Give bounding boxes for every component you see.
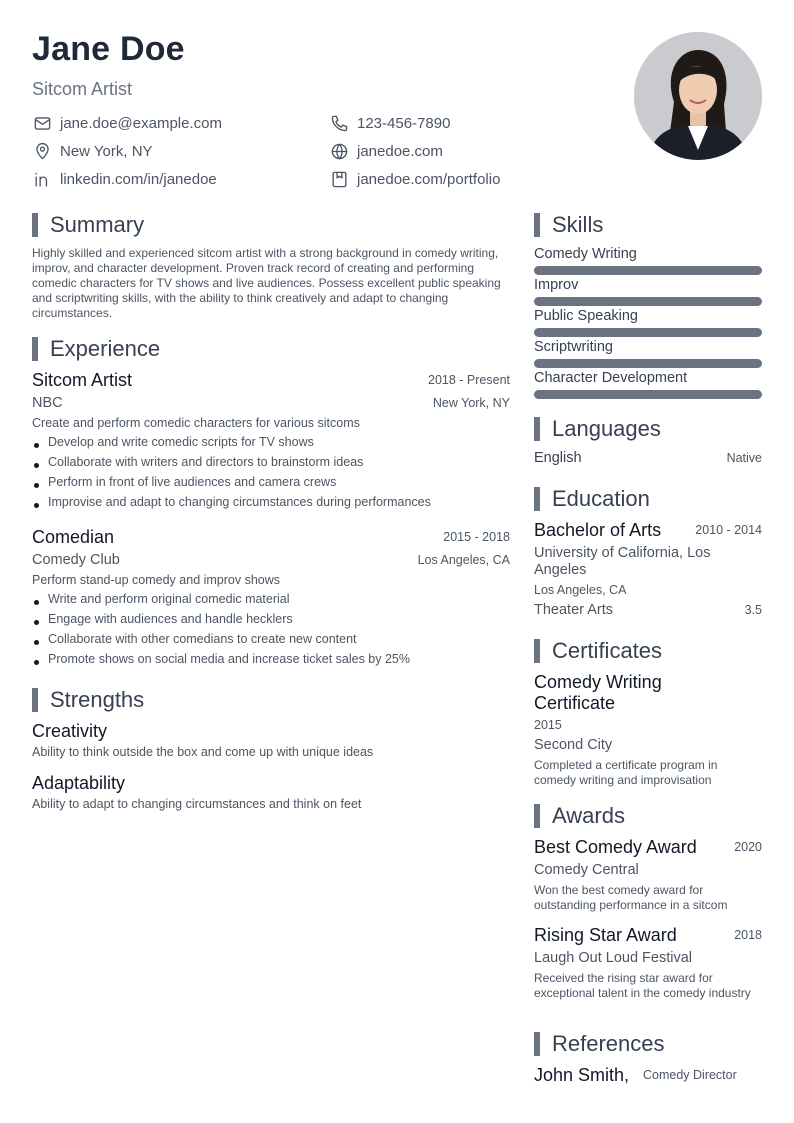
section-accent-bar [32,337,38,361]
award-name: Rising Star Award [534,925,677,945]
section-accent-bar [32,213,38,237]
job-bullets [32,592,410,672]
summary-text: Highly skilled and experienced sitcom artist with a strong background in comedy writing, improv, and character development. Proven track record of creating and performing comedic characters for TV shows and live audiences. Possess excellent public speaking and scriptwriting skills, with the ability to think creatively and adapt to changing circumstances. [32,246,501,320]
location-pin-icon [32,141,52,161]
contact-phone-text: 123-456-7890 [357,114,451,132]
contact-portfolio[interactable] [329,169,500,189]
skills-heading: Skills [534,213,603,237]
languages-heading: Languages [534,417,661,441]
section-accent-bar [534,1032,540,1056]
references-heading: References [534,1032,665,1056]
certificate-year: 2015 [534,718,562,732]
certificate-issuer: Second City [534,737,613,753]
award-name: Best Comedy Award [534,837,697,857]
job-description: Create and perform comedic characters for various sitcoms [32,416,360,430]
award-org: Comedy Central [534,862,639,878]
strength-text: Ability to think outside the box and come up with unique ideas [32,745,374,759]
list-item: Collaborate with other comedians to create new content [32,632,410,652]
skill-name: Scriptwriting [534,339,613,355]
strength-title: Adaptability [32,773,126,793]
experience-heading: Experience [32,337,160,361]
education-location: Los Angeles, CA [534,583,627,597]
job-location: New York, NY [432,396,510,410]
job-bullets [32,435,431,515]
skill-name: Character Development [534,370,688,386]
job-role: Comedian [32,527,115,547]
contact-location-text: New York, NY [60,142,153,160]
skill-name: Comedy Writing [534,246,637,262]
award-org: Laugh Out Loud Festival [534,950,692,966]
section-accent-bar [534,487,540,511]
linkedin-icon [32,169,52,189]
strength-title: Creativity [32,721,108,741]
language-name: English [534,450,582,466]
list-item: Write and perform original comedic material [32,592,410,612]
school: University of California, Los Angeles [534,545,711,578]
reference-role: Comedy Director [643,1068,737,1082]
education-heading: Education [534,487,650,511]
contact-portfolio-text: janedoe.com/portfolio [357,170,501,188]
job-dates: 2015 - 2018 [443,530,510,544]
certificate-name: Comedy Writing Certificate [534,672,662,713]
job-location: Los Angeles, CA [417,553,510,567]
skill-level-bar [534,297,762,306]
language-level: Native [726,451,762,465]
job-company: NBC [32,395,63,411]
contact-email[interactable] [32,113,222,133]
skill-level-bar [534,328,762,337]
section-accent-bar [32,688,38,712]
list-item: Engage with audiences and handle hecklers [32,612,410,632]
job-company: Comedy Club [32,552,120,568]
gpa: 3.5 [744,603,762,617]
contact-linkedin-text: linkedin.com/in/janedoe [60,170,217,188]
section-accent-bar [534,213,540,237]
mail-icon [32,113,52,133]
contact-phone[interactable] [329,113,450,133]
degree: Bachelor of Arts [534,520,662,540]
summary-heading: Summary [32,213,144,237]
skill-name: Improv [534,277,579,293]
skill-name: Public Speaking [534,308,638,324]
certificates-heading: Certificates [534,639,662,663]
award-year: 2018 [734,928,762,942]
contact-website-text: janedoe.com [357,142,443,160]
award-year: 2020 [734,840,762,854]
contact-linkedin[interactable] [32,169,217,189]
contact-location [32,141,153,161]
skill-level-bar [534,266,762,275]
globe-icon [329,141,349,161]
award-text: Won the best comedy award for outstanding performance in a sitcom [534,883,728,912]
section-accent-bar [534,417,540,441]
phone-icon [329,113,349,133]
skill-level-bar [534,390,762,399]
skill-level-bar [534,359,762,368]
list-item: Collaborate with writers and directors to brainstorm ideas [32,455,431,475]
education-dates: 2010 - 2014 [695,523,762,537]
candidate-name: Jane Doe [32,30,185,68]
profile-photo [634,32,762,160]
contact-email-text: jane.doe@example.com [60,114,222,132]
list-item: Perform in front of live audiences and camera crews [32,475,431,495]
reference-name: John Smith, [534,1065,630,1085]
award-text: Received the rising star award for exceptional talent in the comedy industry [534,971,751,1000]
certificate-text: Completed a certificate program in comedy writing and improvisation [534,758,718,787]
list-item: Develop and write comedic scripts for TV shows [32,435,431,455]
strength-text: Ability to adapt to changing circumstances and think on feet [32,797,362,811]
awards-heading: Awards [534,804,625,828]
contact-website[interactable] [329,141,443,161]
section-accent-bar [534,804,540,828]
candidate-title: Sitcom Artist [32,79,133,99]
section-accent-bar [534,639,540,663]
list-item: Promote shows on social media and increase ticket sales by 25% [32,652,410,672]
job-dates: 2018 - Present [428,373,510,387]
portfolio-icon [329,169,349,189]
strengths-heading: Strengths [32,688,144,712]
job-role: Sitcom Artist [32,370,133,390]
list-item: Improvise and adapt to changing circumstances during performances [32,495,431,515]
job-description: Perform stand-up comedy and improv shows [32,573,281,587]
field-of-study: Theater Arts [534,602,613,618]
